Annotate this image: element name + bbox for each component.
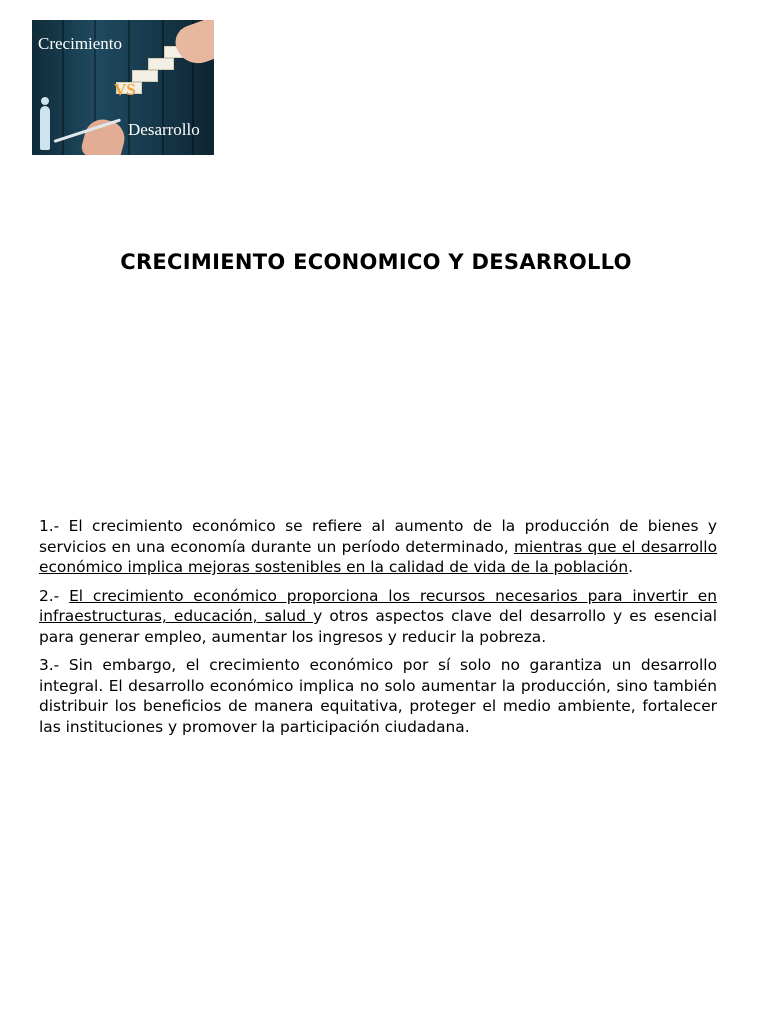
paragraph-text: y otros aspectos clave del desarrollo y es esencial para generar empleo, aumentar los ingresos y reducir la pobreza. (39, 607, 717, 646)
paragraph-1 (39, 516, 717, 578)
cover-image (32, 20, 214, 155)
paragraph-text: El crecimiento económico se refiere al aumento de la producción de bienes y servicios en una economía durante un período determinado, (39, 517, 718, 556)
paragraph-3 (39, 655, 717, 737)
paragraph-number: 2.- (39, 586, 70, 605)
paragraph-text: . (628, 558, 634, 576)
stair-block (132, 70, 158, 82)
cover-word-desarrollo: Desarrollo (128, 120, 200, 139)
cover-word-crecimiento: Crecimiento (38, 34, 123, 53)
underlined-text: mientras que el desarrollo económico implica mejoras sostenibles en la calidad de vida de la población (39, 537, 717, 576)
statue-figure (40, 106, 50, 150)
paragraph-number: 1.- (39, 517, 69, 535)
document-body (39, 516, 717, 745)
page-title: CRECIMIENTO ECONOMICO Y DESARROLLO (120, 250, 632, 274)
paragraph-2 (39, 586, 717, 648)
stair-block (148, 58, 174, 70)
hand-drawing (80, 116, 129, 155)
hand-placing-block (171, 20, 214, 70)
paragraph-text: Sin embargo, el crecimiento económico por sí solo no garantiza un desarrollo integral. El desarrollo económico implica no solo aumentar la producción, sino también distribuir los beneficios de manera equitativa, proteger el medio ambiente, fortalecer las instituciones y promover la participación ciudadana. (39, 656, 718, 736)
cover-word-vs: VS (114, 80, 136, 99)
paragraph-number: 3.- (39, 656, 69, 674)
underlined-text: El crecimiento económico proporciona los recursos necesarios para invertir en infraestructuras, educación, salud (39, 586, 717, 625)
